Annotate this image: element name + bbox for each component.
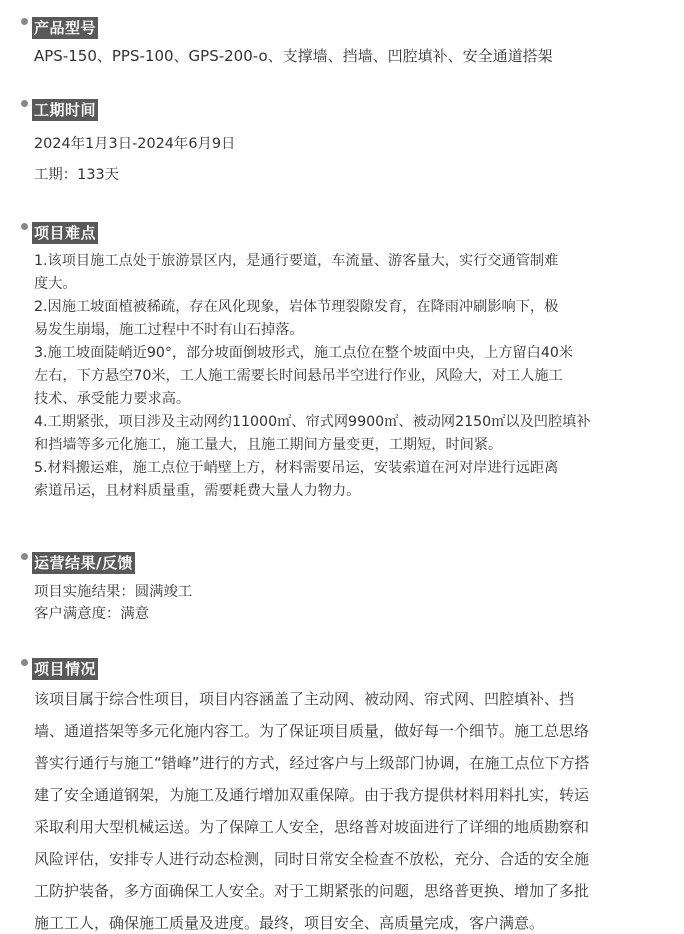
section-heading-row <box>0 17 684 39</box>
situation-text-line: 风险评估，安排专人进行动态检测，同时日常安全检查不放松，充分、合适的安全施 <box>34 850 590 868</box>
difficulty-text-line: 4.工期紧张，项目涉及主动网约11000㎡、帘式网9900㎡、被动网2150㎡以及凹腔填补 <box>34 414 591 430</box>
difficulty-text-line: 左右，下方悬空70米，工人施工需要长时间悬吊半空进行作业，风险大，对工人施工 <box>34 368 563 384</box>
section-title: 项目情况 <box>34 660 97 678</box>
difficulty-text-line: 易发生崩塌，施工过程中不时有山石掉落。 <box>34 322 304 338</box>
difficulty-text-line: 索道吊运，且材料质量重，需要耗费大量人力物力。 <box>34 483 361 499</box>
bullet-dot-icon <box>21 18 28 25</box>
section-project-situation <box>0 658 684 932</box>
section-title: 工期时间 <box>34 101 97 119</box>
bullet-dot-icon <box>21 100 28 107</box>
section-title: 运营结果/反馈 <box>34 554 133 572</box>
section-heading-row <box>0 658 684 680</box>
result-implementation: 项目实施结果：圆满竣工 <box>34 584 193 600</box>
section-construction-period <box>0 99 684 183</box>
model-text-line: APS-150、PPS-100、GPS-200-o、支撑墙、挡墙、凹腔填补、安全通道搭架 <box>34 47 553 65</box>
situation-text-line: 建了安全通道钢架，为施工及通行增加双重保障。由于我方提供材料用料扎实，转运 <box>34 786 590 804</box>
result-satisfaction: 客户满意度：满意 <box>34 606 150 622</box>
bullet-dot-icon <box>21 553 28 560</box>
situation-text-line: 施工工人，确保施工质量及进度。最终，项目安全、高质量完成，客户满意。 <box>34 914 545 932</box>
section-title: 产品型号 <box>34 19 97 37</box>
section-heading-row <box>0 552 684 574</box>
period-duration: 工期：133天 <box>34 167 120 183</box>
difficulty-text-line: 技术、承受能力要求高。 <box>34 391 191 407</box>
difficulty-text-line: 1.该项目施工点处于旅游景区内，是通行要道，车流量、游客量大，实行交通管制难 <box>34 253 559 269</box>
difficulty-text-line: 3.施工坡面陡峭近90°，部分坡面倒坡形式，施工点位在整个坡面中央，上方留白40米 <box>34 345 574 361</box>
section-product-model <box>0 17 684 65</box>
section-heading-row <box>0 99 684 121</box>
situation-text-line: 该项目属于综合性项目，项目内容涵盖了主动网、被动网、帘式网、凹腔填补、挡 <box>34 690 575 708</box>
period-date-range: 2024年1月3日-2024年6月9日 <box>34 136 236 152</box>
bullet-dot-icon <box>21 659 28 666</box>
section-heading-row <box>0 222 684 244</box>
situation-text-line: 工防护装备，多方面确保工人安全。对于工期紧张的问题，思络普更换、增加了多批 <box>34 882 590 900</box>
difficulty-text-line: 5.材料搬运难，施工点位于峭壁上方，材料需要吊运，安装索道在河对岸进行远距离 <box>34 460 559 476</box>
situation-text-line: 普实行通行与施工“错峰”进行的方式，经过客户与上级部门协调，在施工点位下方搭 <box>34 754 590 772</box>
section-operation-result <box>0 552 684 622</box>
situation-text-line: 墙、通道搭架等多元化施内容工。为了保证项目质量，做好每一个细节。施工总思络 <box>34 722 590 740</box>
section-title: 项目难点 <box>34 224 97 242</box>
situation-text-line: 采取利用大型机械运送。为了保障工人安全，思络普对坡面进行了详细的地质勘察和 <box>34 818 590 836</box>
difficulty-text-line: 和挡墙等多元化施工，施工量大，且施工期间方量变更，工期短，时间紧。 <box>34 437 503 453</box>
section-project-difficulties <box>0 222 684 499</box>
bullet-dot-icon <box>21 223 28 230</box>
difficulty-text-line: 2.因施工坡面植被稀疏，存在风化现象，岩体节理裂隙发育，在降雨冲刷影响下，极 <box>34 299 559 315</box>
difficulty-text-line: 度大。 <box>34 276 77 292</box>
